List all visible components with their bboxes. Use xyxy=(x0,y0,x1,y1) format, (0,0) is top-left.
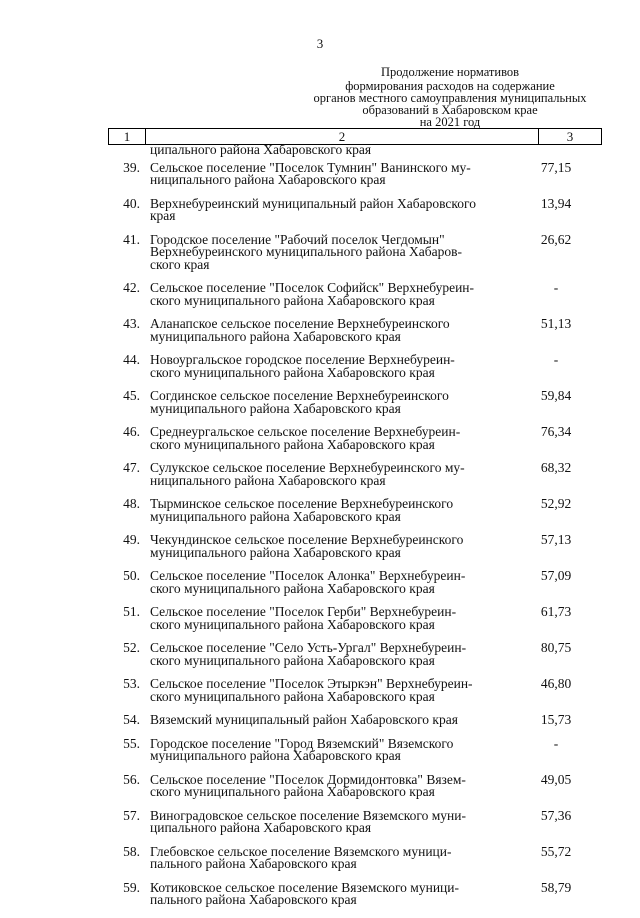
table-row xyxy=(108,426,602,451)
page-number: 3 xyxy=(316,36,324,51)
table-row xyxy=(108,159,602,187)
row-name: Тырминское сельское поселение Верхнебуреинского муниципального района Хабаровского края xyxy=(150,496,454,524)
table-body xyxy=(108,144,602,918)
row-name: Виноградовское сельское поселение Вяземского муни- ципального района Хабаровского края xyxy=(150,807,466,835)
row-value: - xyxy=(553,735,559,751)
row-name: Среднеургальское сельское поселение Верхнебуреин- ского муниципального района Хабаровского края xyxy=(150,424,461,452)
row-name: Сельское поселение "Поселок Тумнин" Ванинского му- ниципального района Хабаровского края xyxy=(150,159,471,187)
caption-line: Продолжение нормативов xyxy=(380,65,520,79)
table-row xyxy=(108,771,602,799)
table-row xyxy=(108,462,602,487)
row-value: 57,09 xyxy=(540,568,572,583)
row-value: 80,75 xyxy=(540,640,572,655)
row-name: Котиковское сельское поселение Вяземского муници- пального района Хабаровского края xyxy=(150,879,459,907)
continuation-text: ципального района Хабаровского края xyxy=(150,142,372,157)
table-row xyxy=(108,678,602,703)
row-number: 59. xyxy=(123,879,140,895)
caption-line: на 2021 год xyxy=(419,115,481,129)
caption-line: формирования расходов на содержание xyxy=(345,79,555,93)
row-number: 57. xyxy=(123,807,140,823)
table-row xyxy=(108,318,602,343)
row-name: Глебовское сельское поселение Вяземского муници- пального района Хабаровского края xyxy=(150,843,452,871)
header-col-1: 1 xyxy=(109,129,146,144)
row-name: Вяземский муниципальный район Хабаровского края xyxy=(150,712,458,727)
row-name: Аланапское сельское поселение Верхнебуреинского муниципального района Хабаровского края xyxy=(150,316,450,344)
row-number: 40. xyxy=(123,195,140,211)
table-row xyxy=(108,354,602,379)
row-number: 46. xyxy=(123,424,140,439)
row-value: 68,32 xyxy=(540,460,572,475)
row-value: - xyxy=(553,352,559,367)
table-row xyxy=(108,735,602,763)
row-value: 13,94 xyxy=(540,195,572,211)
header-col-3: 3 xyxy=(566,129,574,144)
table-rows xyxy=(108,159,602,907)
row-number: 48. xyxy=(123,496,140,511)
row-number: 39. xyxy=(123,159,140,175)
header-col-2: 2 xyxy=(146,129,539,144)
row-name: Новоургальское городское поселение Верхнебуреин- ского муниципального района Хабаровского края xyxy=(150,352,455,380)
row-value: 57,36 xyxy=(540,807,572,823)
caption-line: образований в Хабаровском крае xyxy=(362,103,538,117)
row-value: 61,73 xyxy=(540,604,572,619)
table-row xyxy=(108,807,602,835)
row-name: Сельское поселение "Поселок Герби" Верхнебуреин- ского муниципального района Хабаровского края xyxy=(150,604,457,632)
row-value: 46,80 xyxy=(540,676,572,691)
row-name: Сулукское сельское поселение Верхнебуреинского му- ниципального района Хабаровского края xyxy=(150,460,465,488)
row-value: 49,05 xyxy=(540,771,572,787)
row-name: Сельское поселение "Село Усть-Ургал" Верхнебуреин- ского муниципального района Хабаровского края xyxy=(150,640,467,668)
table-row xyxy=(108,843,602,871)
row-value: 55,72 xyxy=(540,843,572,859)
row-value: 57,13 xyxy=(540,532,572,547)
table-row xyxy=(108,390,602,415)
table-row xyxy=(108,534,602,559)
row-name: Городское поселение "Город Вяземский" Вяземского муниципального района Хабаровского края xyxy=(150,735,454,763)
table-row xyxy=(108,642,602,667)
row-name: Верхнебуреинский муниципальный район Хабаровского края xyxy=(150,195,476,223)
row-number: 58. xyxy=(123,843,140,859)
row-number: 56. xyxy=(123,771,140,787)
row-number: 51. xyxy=(123,604,140,619)
row-number: 49. xyxy=(123,532,140,547)
row-value: 15,73 xyxy=(540,712,572,727)
row-name: Чекундинское сельское поселение Верхнебуреинского муниципального района Хабаровского края xyxy=(150,532,464,560)
row-number: 45. xyxy=(123,388,140,403)
row-name: Сельское поселение "Поселок Этыркэн" Верхнебуреин- ского муниципального района Хабаровского края xyxy=(150,676,473,704)
table-row xyxy=(108,879,602,907)
row-name: Сельское поселение "Поселок Дормидонтовка" Вязем- ского муниципального района Хабаровского края xyxy=(150,771,466,799)
row-value: 51,13 xyxy=(540,316,572,331)
table-row xyxy=(108,231,602,272)
row-value: 52,92 xyxy=(540,496,572,511)
row-number: 44. xyxy=(123,352,140,367)
table-row xyxy=(108,498,602,523)
row-value: 59,84 xyxy=(540,388,572,403)
row-value: 77,15 xyxy=(540,159,572,175)
row-name: Сельское поселение "Поселок Алонка" Верхнебуреин- ского муниципального района Хабаровского края xyxy=(150,568,466,596)
row-number: 50. xyxy=(123,568,140,583)
row-name: Сельское поселение "Поселок Софийск" Верхнебуреин- ского муниципального района Хабаровского края xyxy=(150,280,475,308)
caption-line: органов местного самоуправления муниципальных xyxy=(313,91,587,105)
row-value: - xyxy=(553,280,559,295)
row-number: 41. xyxy=(123,231,140,247)
table-row xyxy=(108,714,602,727)
table-row xyxy=(108,282,602,307)
row-name: Городское поселение "Рабочий поселок Чегдомын" Верхнебуреинского муниципального района Хабаров- ского края xyxy=(150,231,462,272)
row-number: 53. xyxy=(123,676,140,691)
row-value: 58,79 xyxy=(540,879,572,895)
table-row xyxy=(108,195,602,223)
row-number: 55. xyxy=(123,735,140,751)
row-value: 26,62 xyxy=(540,231,572,247)
table-row xyxy=(108,606,602,631)
row-number: 52. xyxy=(123,640,140,655)
row-number: 42. xyxy=(123,280,140,295)
row-number: 54. xyxy=(123,712,140,727)
row-number: 43. xyxy=(123,316,140,331)
row-value: 76,34 xyxy=(540,424,572,439)
row-name: Согдинское сельское поселение Верхнебуреинского муниципального района Хабаровского края xyxy=(150,388,449,416)
table-caption xyxy=(300,66,600,128)
table-row xyxy=(108,570,602,595)
row-number: 47. xyxy=(123,460,140,475)
